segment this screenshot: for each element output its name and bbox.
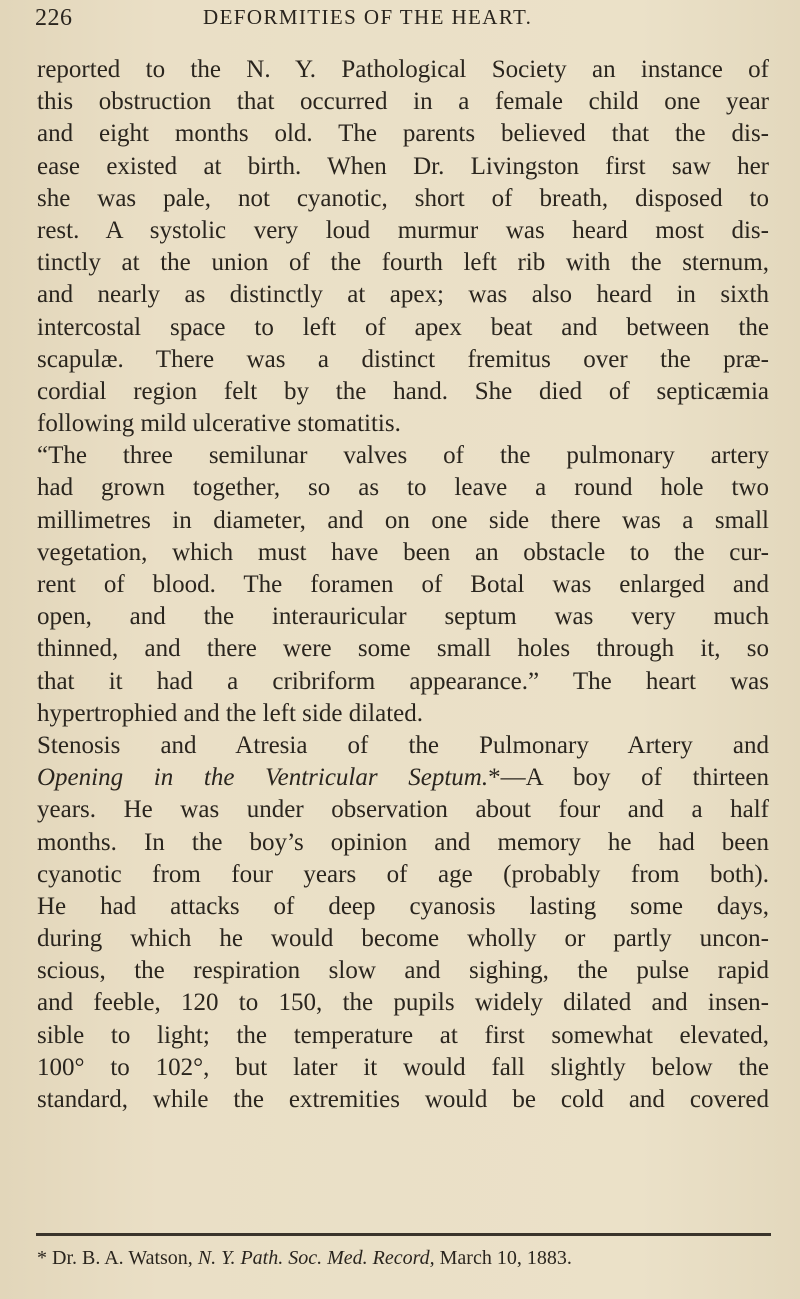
text-line: He had attacks of deep cyanosis lasting some days,: [37, 892, 769, 920]
text-line: intercostal space to left of apex beat and between the: [37, 313, 769, 341]
text-line: years. He was under observation about four and a half: [37, 796, 769, 824]
text-line: this obstruction that occurred in a female child one year: [37, 88, 769, 116]
footnote-source: N. Y. Path. Soc. Med. Record,: [197, 1247, 435, 1269]
text-line: sible to light; the temperature at first somewhat elevated,: [37, 1021, 769, 1049]
body-text: [37, 54, 769, 1224]
text-line: rest. A systolic very loud murmur was heard most dis-: [37, 216, 769, 244]
text-line: reported to the N. Y. Pathological Society an instance of: [37, 56, 769, 83]
text-line: scapulæ. There was a distinct fremitus over the præ-: [37, 345, 769, 373]
section-heading-continuation: [37, 762, 769, 794]
section-heading-rest: *—A boy of thirteen: [488, 764, 769, 792]
text-line: open, and the interauricular septum was very much: [37, 603, 769, 631]
footnote-prefix: * Dr. B. A. Watson,: [37, 1247, 198, 1269]
section-heading-line: Stenosis and Atresia of the Pulmonary Artery and: [37, 731, 769, 759]
text-line: thinned, and there were some small holes through it, so: [37, 635, 769, 663]
text-line: that it had a cribriform appearance.” The heart was: [37, 667, 769, 695]
text-line: and nearly as distinctly at apex; was also heard in sixth: [37, 281, 769, 309]
running-head: [35, 5, 775, 39]
text-line: during which he would become wholly or partly uncon-: [37, 925, 769, 953]
text-line: ease existed at birth. When Dr. Livingston first saw her: [37, 152, 769, 180]
text-line: scious, the respiration slow and sighing, the pulse rapid: [37, 957, 769, 985]
text-line: and eight months old. The parents believed that the dis-: [37, 120, 769, 148]
text-line: rent of blood. The foramen of Botal was enlarged and: [37, 571, 769, 598]
text-line: had grown together, so as to leave a round hole two: [37, 474, 769, 502]
text-line: and feeble, 120 to 150, the pupils widely dilated and insen-: [37, 989, 769, 1017]
text-line: cyanotic from four years of age (probably from both).: [37, 860, 769, 888]
section-heading-italic: Opening in the Ventricular Septum.: [37, 764, 489, 792]
text-line: following mild ulcerative stomatitis.: [37, 410, 401, 438]
footnote-date: March 10, 1883.: [434, 1247, 572, 1269]
page-number: 226: [35, 5, 73, 31]
text-line: tinctly at the union of the fourth left rib with the sternum,: [37, 249, 769, 277]
text-line: vegetation, which must have been an obstacle to the cur-: [37, 538, 769, 566]
text-line: hypertrophied and the left side dilated.: [37, 699, 423, 727]
text-line: months. In the boy’s opinion and memory he had been: [37, 828, 769, 856]
text-line: standard, while the extremities would be cold and covered: [37, 1086, 769, 1113]
footnote-divider: [36, 1233, 771, 1236]
quote-start-line: “The three semilunar valves of the pulmonary artery: [37, 442, 769, 470]
text-line: millimetres in diameter, and on one side there was a small: [37, 506, 769, 534]
footnote: [37, 1244, 772, 1272]
text-line: cordial region felt by the hand. She died of septicæmia: [37, 377, 769, 405]
text-line: 100° to 102°, but later it would fall slightly below the: [37, 1053, 769, 1081]
text-line: she was pale, not cyanotic, short of breath, disposed to: [37, 184, 769, 212]
running-head-title: DEFORMITIES OF THE HEART.: [203, 5, 533, 29]
